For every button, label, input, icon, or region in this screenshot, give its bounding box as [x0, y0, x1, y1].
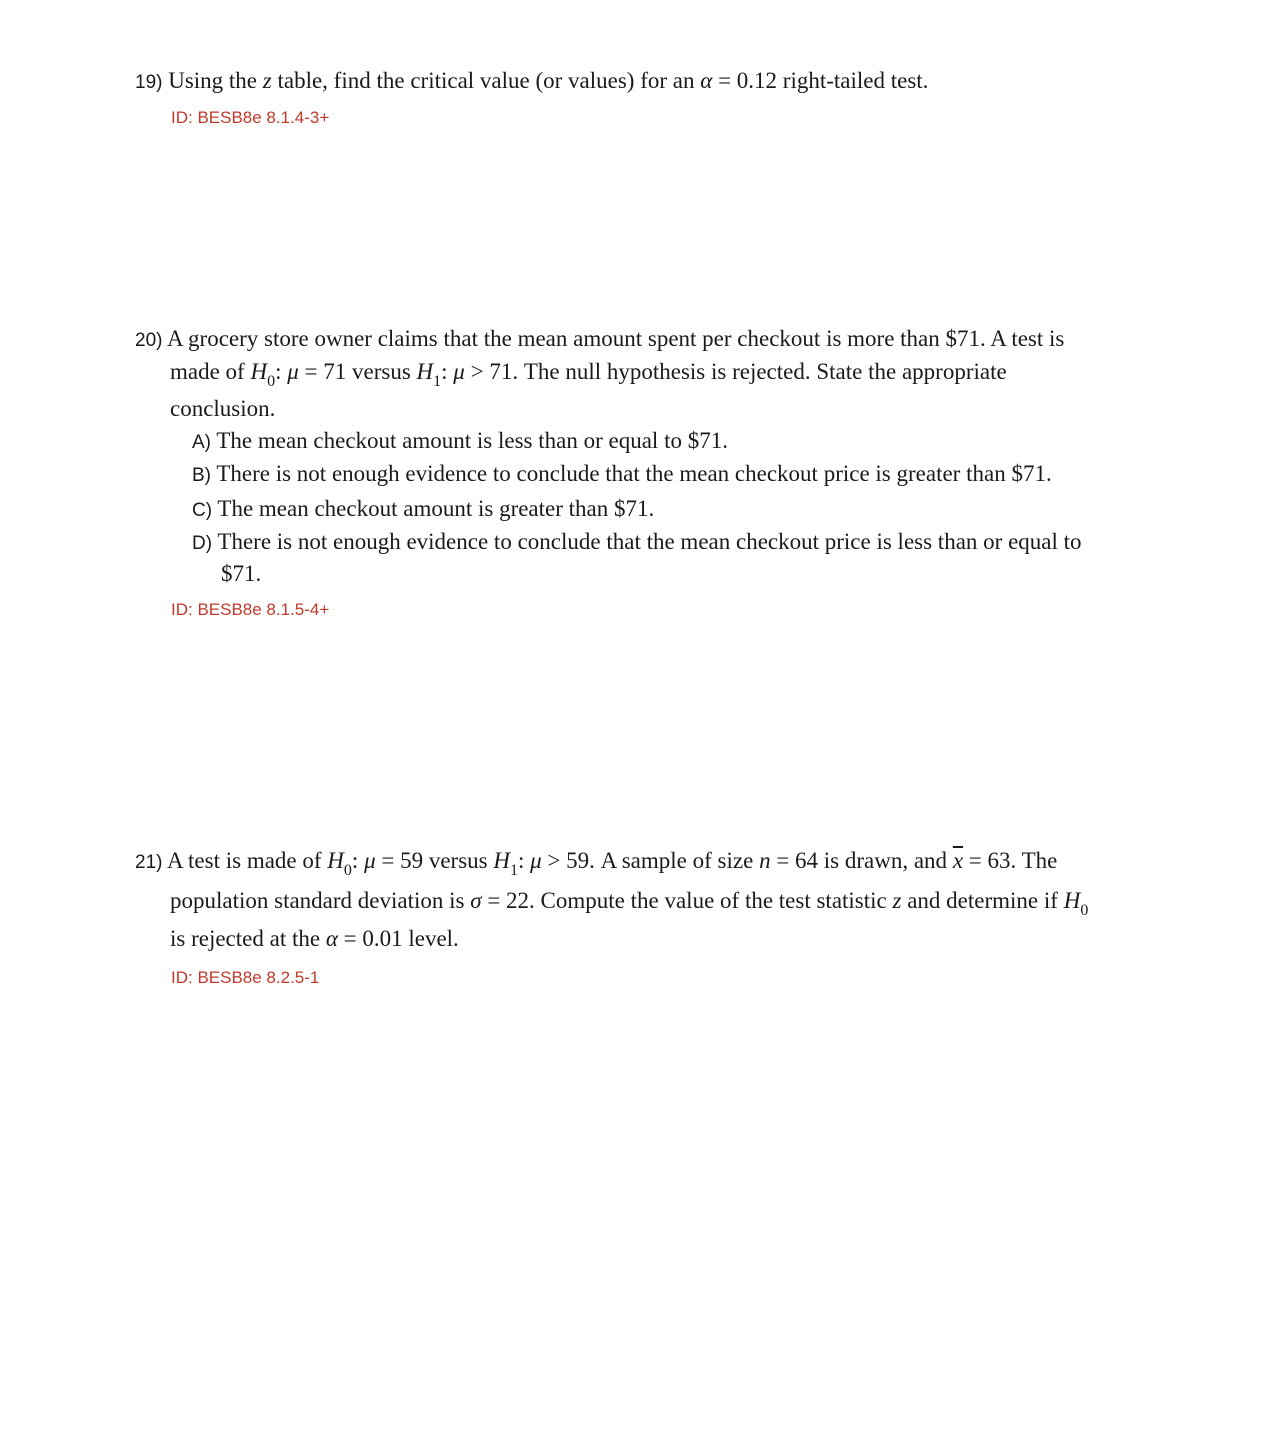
option-letter: B): [192, 465, 211, 486]
question-20-line-1: 20) A grocery store owner claims that the mean amount spent per checkout is more than $71. A test is: [135, 326, 1065, 351]
question-id: ID: BESB8e 8.2.5-1: [171, 968, 320, 987]
option-text: The mean checkout amount is less than or equal to $71.: [216, 428, 728, 453]
option-letter: C): [192, 500, 213, 521]
option-letter: A): [192, 432, 211, 453]
option-text: There is not enough evidence to conclude that the mean checkout price is greater than $71.: [216, 461, 1052, 486]
answer-option-a[interactable]: [192, 426, 728, 458]
question-number: 19): [135, 72, 163, 93]
question-21-line-2: population standard deviation is σ = 22. Compute the value of the test statistic z and determine if $H_0$: [170, 888, 1089, 919]
answer-option-b[interactable]: [192, 459, 1052, 491]
question-id: ID: BESB8e 8.1.4-3+: [171, 108, 330, 127]
question-19-line-1: 19) Using the z table, find the critical value (or values) for an α = 0.12 right-tailed test.: [135, 68, 929, 93]
question-21-line-1: 21) A test is made of $H_0$: μ = 59 versus $H_1$: μ > 59. A sample of size n = 64 is drawn, and $\overline{x} = 63$. The: [135, 848, 1058, 879]
question-id: ID: BESB8e 8.1.5-4+: [171, 600, 330, 619]
answer-option-c[interactable]: [192, 494, 654, 526]
question-number: 20): [135, 330, 163, 351]
answer-option-d-line-2: $71.: [221, 561, 262, 586]
option-letter: D): [192, 533, 213, 554]
question-21-line-3: is rejected at the α = 0.01 level.: [170, 926, 459, 951]
answer-option-d[interactable]: D) There is not enough evidence to conclude that the mean checkout price is less than or equal to: [192, 529, 1082, 554]
question-number: 21): [135, 852, 163, 873]
question-20-line-2: made of $H_0$: μ = 71 versus $H_1$: μ > 71. The null hypothesis is rejected. State the appropriate: [170, 359, 1007, 390]
question-20-line-3: conclusion.: [170, 396, 276, 421]
option-text: The mean checkout amount is greater than $71.: [217, 496, 655, 521]
